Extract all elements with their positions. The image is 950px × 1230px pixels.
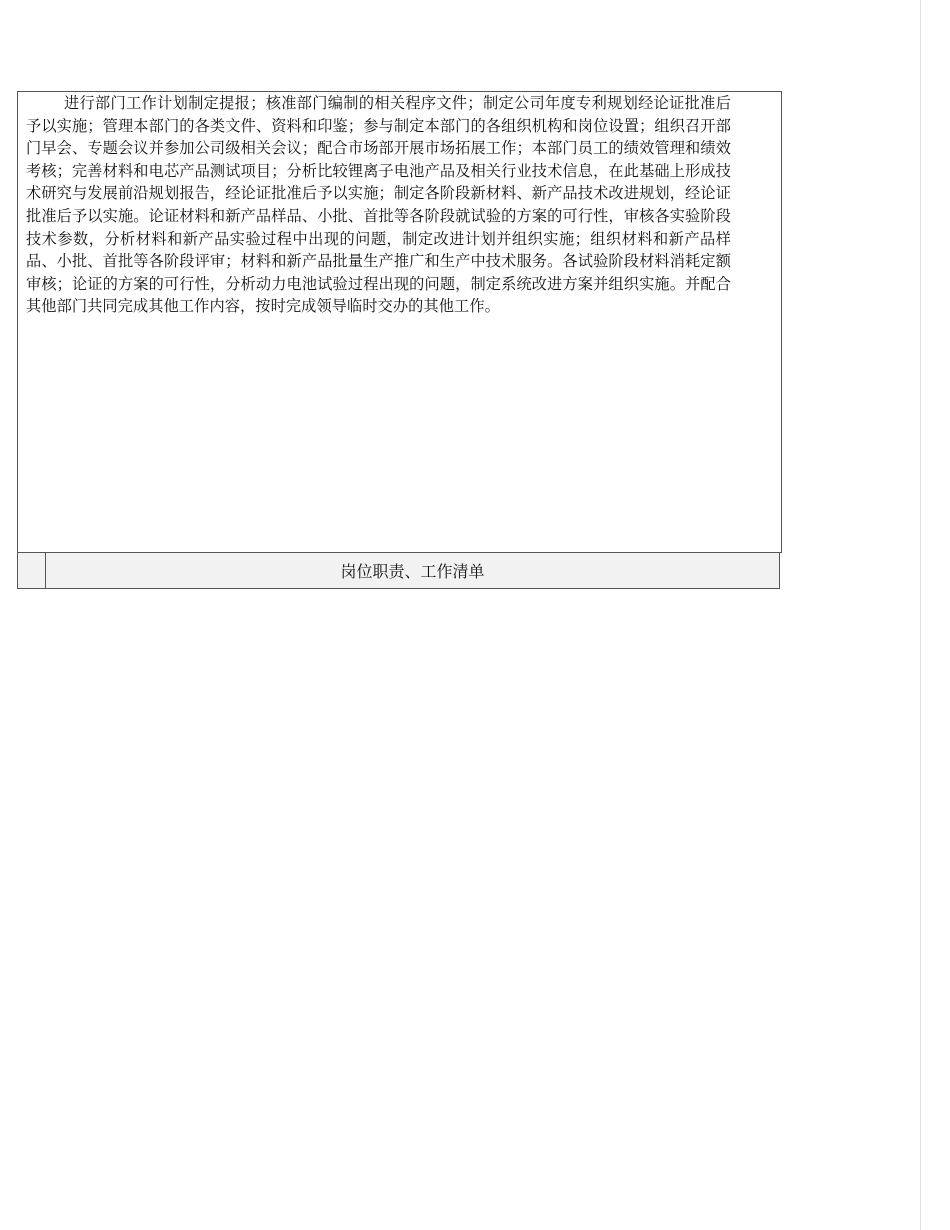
footer-empty-cell	[18, 553, 46, 588]
footer-title: 岗位职责、工作清单	[340, 562, 485, 581]
table-footer-row	[17, 553, 780, 589]
job-description-box	[17, 91, 782, 553]
job-description-text: 进行部门工作计划制定提报；核准部门编制的相关程序文件；制定公司年度专利规划经论证批准后予以实施；管理本部门的各类文件、资料和印鉴；参与制定本部门的各组织机构和岗位设置；组织召开部门早会、专题会议并参加公司级相关会议；配合市场部开展市场拓展工作；本部门员工的绩效管理和绩效考核；完善材料和电芯产品测试项目；分析比较锂离子电池产品及相关行业技术信息，在此基础上形成技术研究与发展前沿规划报告，经论证批准后予以实施；制定各阶段新材料、新产品技术改进规划，经论证批准后予以实施。论证材料和新产品样品、小批、首批等各阶段就试验的方案的可行性，审核各实验阶段技术参数，分析材料和新产品实验过程中出现的问题，制定改进计划并组织实施；组织材料和新产品样品、小批、首批等各阶段评审；材料和新产品批量生产推广和生产中技术服务。各试验阶段材料消耗定额审核；论证的方案的可行性，分析动力电池试验过程出现的问题，制定系统改进方案并组织实施。并配合其他部门共同完成其他工作内容，按时完成领导临时交办的其他工作。	[26, 94, 731, 316]
page-edge-divider	[920, 0, 921, 1230]
